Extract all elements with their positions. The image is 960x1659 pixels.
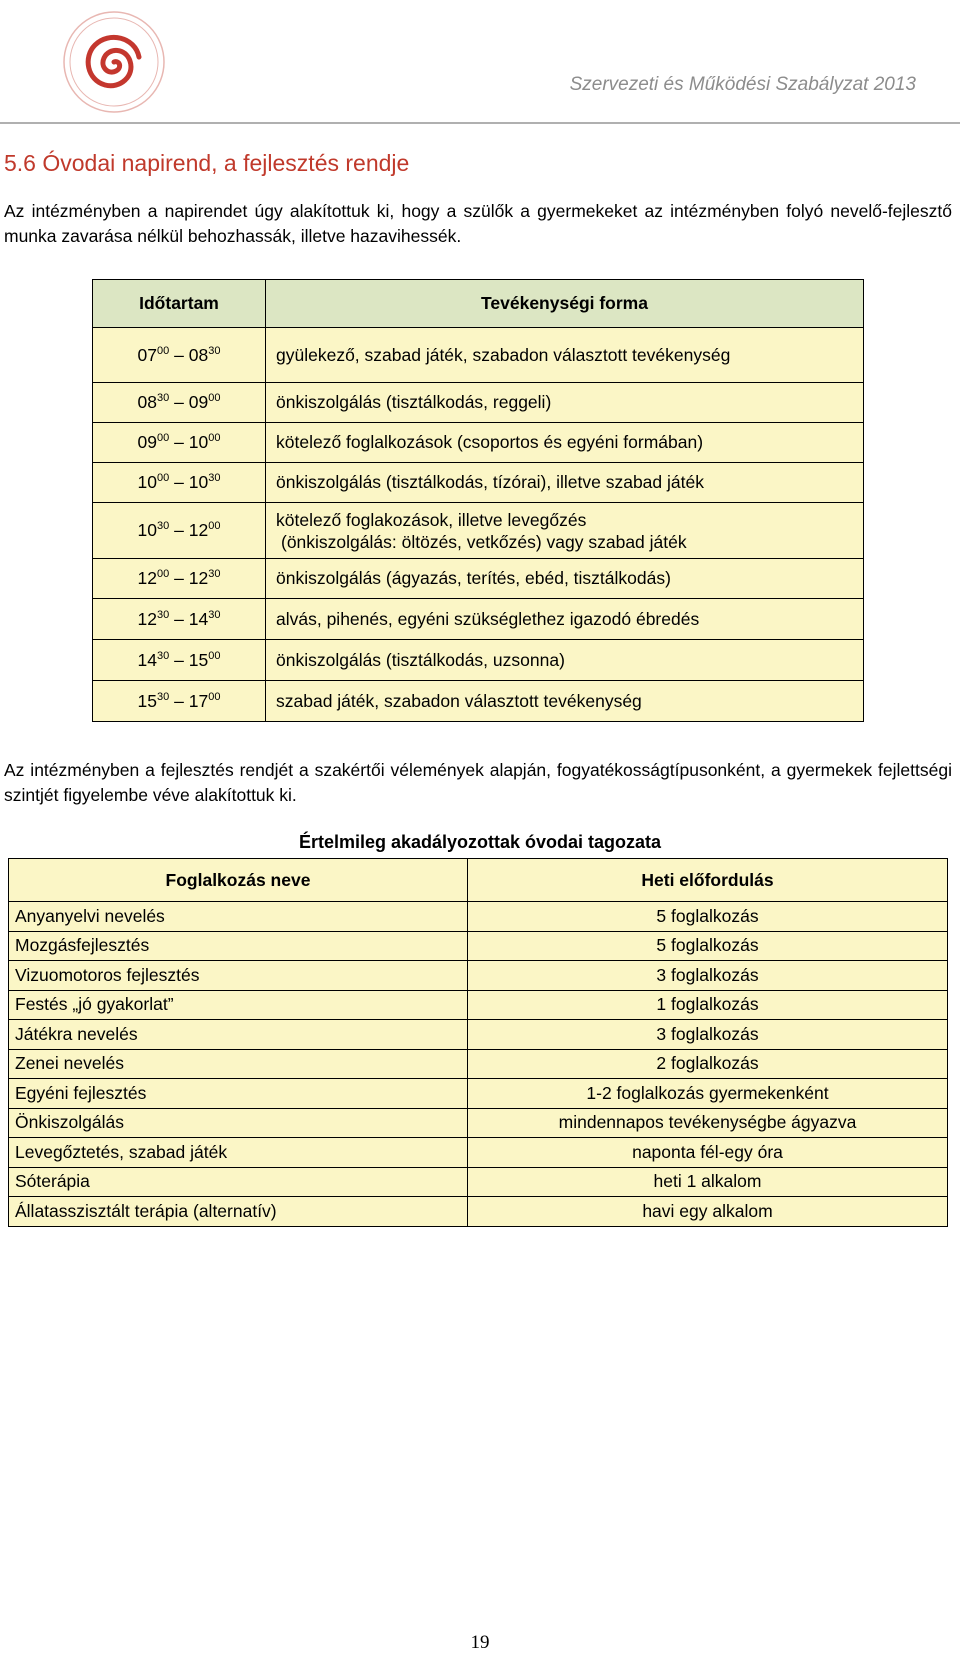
activity-line: (önkiszolgálás: öltözés, vetkőzés) vagy szabad játék (281, 531, 687, 552)
time-range: $08^{30} - 09^{00}$ (93, 383, 266, 423)
activity-frequency: 5 foglalkozás (468, 902, 948, 932)
intro-paragraph: Az intézményben a napirendet úgy alakítottuk ki, hogy a szülők a gyermekeket az intézményben folyó nevelő-fejlesztő munka zavarása nélkül behozhassák, illetve hazavihessék. (4, 201, 952, 246)
activity-frequency: heti 1 alkalom (468, 1167, 948, 1197)
time-range: $10^{00} - 10^{30}$ (93, 463, 266, 503)
schedule-row (93, 328, 864, 383)
schedule-table (92, 279, 864, 722)
schedule-header-time: Időtartam (93, 280, 266, 328)
schedule-header-row (93, 280, 864, 328)
schedule-row (93, 383, 864, 423)
schedule-row (93, 503, 864, 559)
activity-frequency: 1 foglalkozás (468, 990, 948, 1020)
activity-name: Játékra nevelés (9, 1020, 468, 1050)
activity-cell: kötelező foglalkozások (csoportos és egyéni formában) (266, 423, 864, 463)
activity-name: Mozgásfejlesztés (9, 931, 468, 961)
activities-row (9, 1020, 948, 1050)
activities-row (9, 1079, 948, 1109)
time-range: $12^{30} - 14^{30}$ (93, 599, 266, 640)
activities-header-name: Foglalkozás neve (9, 859, 468, 902)
development-paragraph: Az intézményben a fejlesztés rendjét a szakértői vélemények alapján, fogyatékosságtípusonként, a gyermekek fejlettségi szintjét figyelembe véve alakítottuk ki. (4, 760, 952, 805)
activity-name: Festés „jó gyakorlat” (9, 990, 468, 1020)
activity-cell: gyülekező, szabad játék, szabadon választott tevékenység (266, 328, 864, 383)
activities-table (8, 858, 948, 1227)
institution-logo (58, 6, 170, 118)
schedule-header-activity: Tevékenységi forma (266, 280, 864, 328)
schedule-row (93, 599, 864, 640)
time-range: $14^{30} - 15^{00}$ (93, 640, 266, 681)
activity-frequency: naponta fél-egy óra (468, 1138, 948, 1168)
schedule-row (93, 681, 864, 722)
activity-name: Levegőztetés, szabad játék (9, 1138, 468, 1168)
activities-table-caption: Értelmileg akadályozottak óvodai tagozata (298, 832, 662, 852)
activities-header-row (9, 859, 948, 902)
activity-frequency: 2 foglalkozás (468, 1049, 948, 1079)
activities-row (9, 902, 948, 932)
activities-row (9, 990, 948, 1020)
page-number: 19 (470, 1632, 490, 1653)
activity-cell: önkiszolgálás (tisztálkodás, reggeli) (266, 383, 864, 423)
activity-cell: önkiszolgálás (tisztálkodás, uzsonna) (266, 640, 864, 681)
time-range: $12^{00} - 12^{30}$ (93, 559, 266, 599)
activity-cell: önkiszolgálás (ágyazás, terítés, ebéd, tisztálkodás) (266, 559, 864, 599)
activity-name: Önkiszolgálás (9, 1108, 468, 1138)
header-title: Szervezeti és Működési Szabályzat 2013 (569, 74, 916, 95)
activity-line: kötelező foglakozások, illetve levegőzés (276, 509, 587, 530)
schedule-row (93, 463, 864, 503)
time-range: $09^{00} - 10^{00}$ (93, 423, 266, 463)
activity-frequency: mindennapos tevékenységbe ágyazva (468, 1108, 948, 1138)
activity-name: Vizuomotoros fejlesztés (9, 961, 468, 991)
time-range: $10^{30} - 12^{00}$ (93, 503, 266, 559)
activity-frequency: havi egy alkalom (468, 1197, 948, 1227)
activity-frequency: 3 foglalkozás (468, 961, 948, 991)
activity-name: Állatasszisztált terápia (alternatív) (9, 1197, 468, 1227)
activity-cell: szabad játék, szabadon választott tevékenység (266, 681, 864, 722)
activity-frequency: 1-2 foglalkozás gyermekenként (468, 1079, 948, 1109)
activity-frequency: 5 foglalkozás (468, 931, 948, 961)
schedule-row (93, 423, 864, 463)
activity-cell: alvás, pihenés, egyéni szükséglethez igazodó ébredés (266, 599, 864, 640)
activity-cell (266, 503, 864, 559)
activities-row (9, 961, 948, 991)
activity-name: Anyanyelvi nevelés (9, 902, 468, 932)
activity-name: Sóterápia (9, 1167, 468, 1197)
schedule-row (93, 559, 864, 599)
time-range: $07^{00} - 08^{30}$ (93, 328, 266, 383)
activities-row (9, 1108, 948, 1138)
schedule-row (93, 640, 864, 681)
activities-header-frequency: Heti előfordulás (468, 859, 948, 902)
section-title: 5.6 Óvodai napirend, a fejlesztés rendje (4, 150, 410, 176)
header-divider (0, 122, 960, 124)
activities-row (9, 1138, 948, 1168)
activities-row (9, 1049, 948, 1079)
activities-row (9, 931, 948, 961)
activity-frequency: 3 foglalkozás (468, 1020, 948, 1050)
activity-name: Zenei nevelés (9, 1049, 468, 1079)
activity-cell: önkiszolgálás (tisztálkodás, tízórai), illetve szabad játék (266, 463, 864, 503)
activities-row (9, 1197, 948, 1227)
time-range: $15^{30} - 17^{00}$ (93, 681, 266, 722)
activity-name: Egyéni fejlesztés (9, 1079, 468, 1109)
activities-row (9, 1167, 948, 1197)
